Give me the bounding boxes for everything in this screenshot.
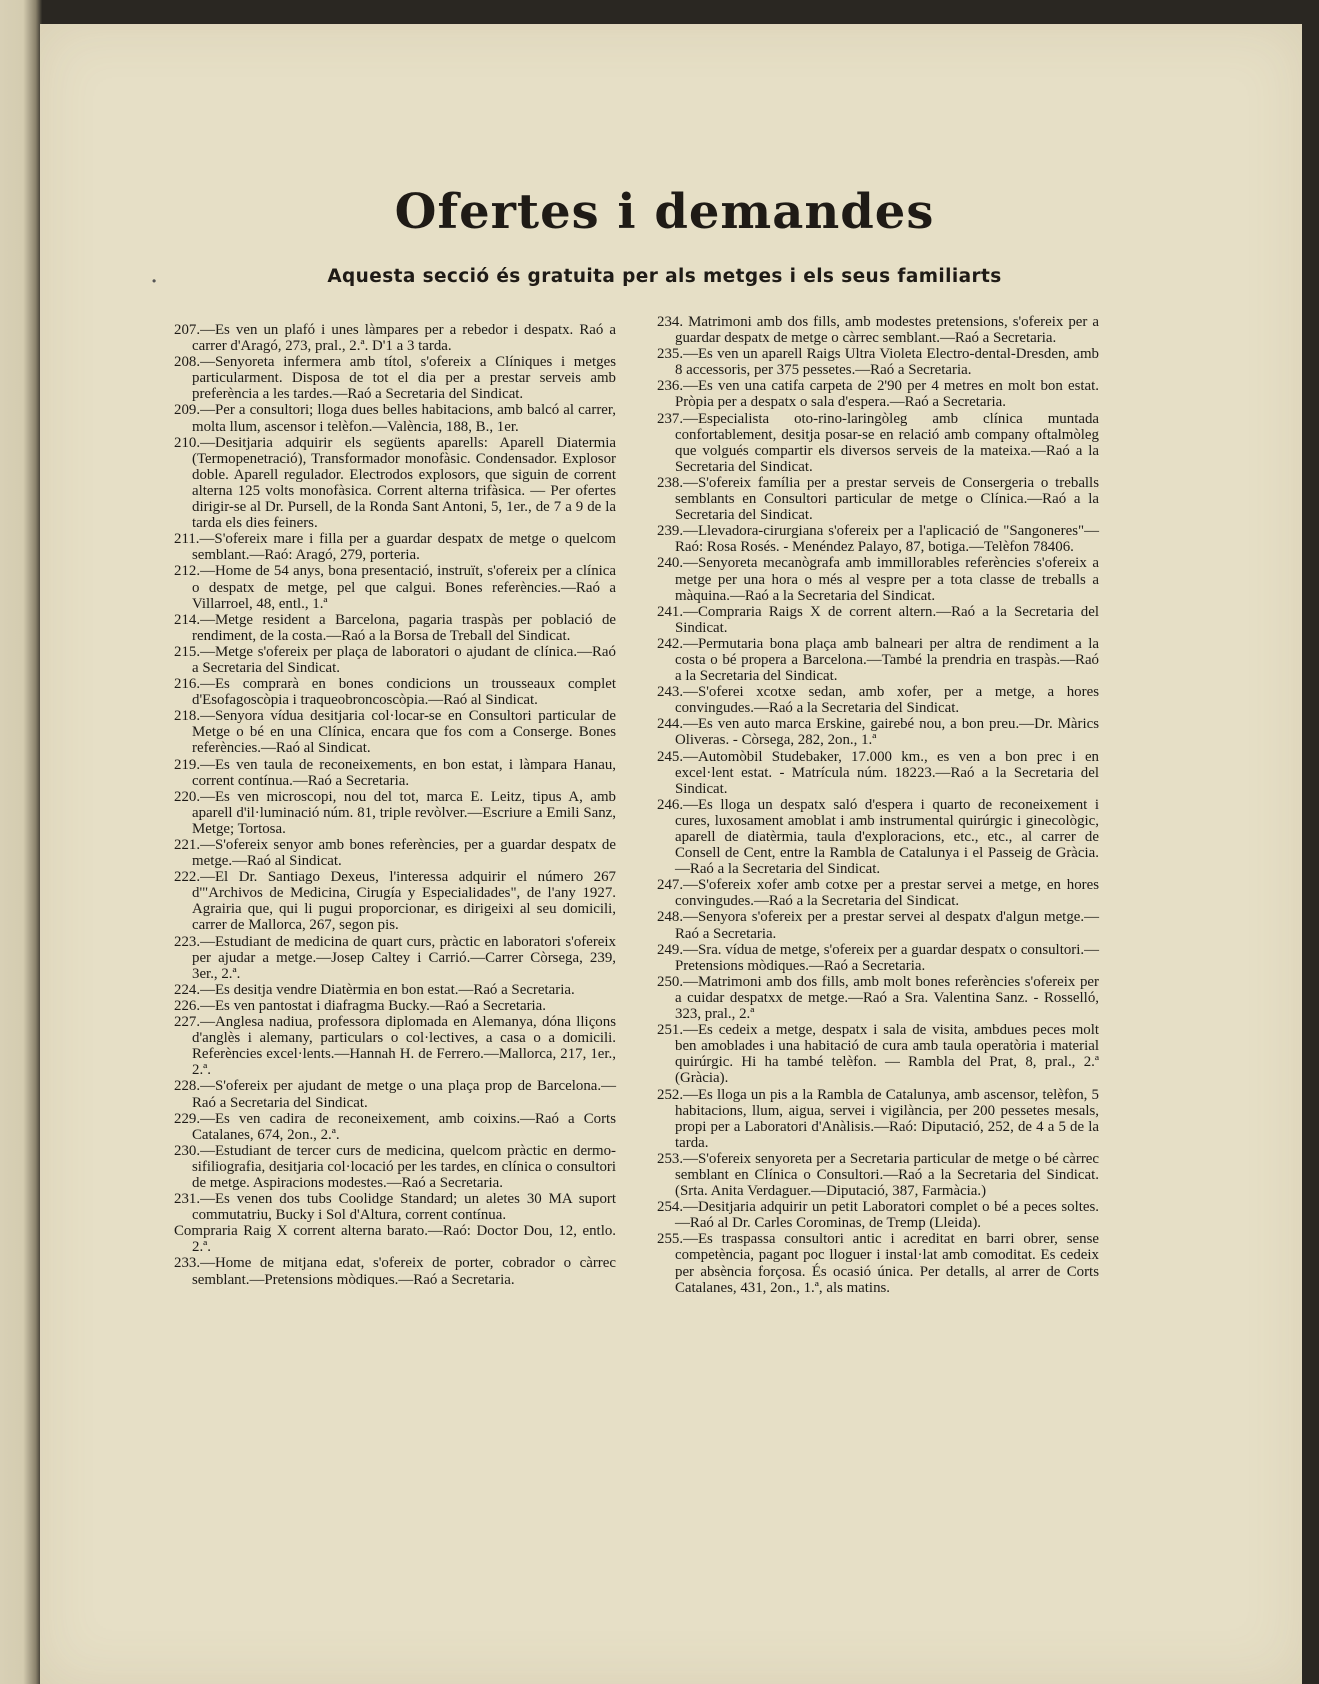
ad-number: 250. bbox=[657, 973, 684, 990]
classified-ad bbox=[174, 1255, 616, 1287]
ad-text: —Per a consultori; lloga dues belles habitacions, amb balcó al carrer, molta llum, ascensor i telèfon.—València, 188, B., 1er. bbox=[192, 402, 616, 435]
ad-text: —Es desitja vendre Diatèrmia en bon estat.—Raó a Secretaria. bbox=[200, 981, 575, 998]
classified-ad bbox=[657, 877, 1099, 909]
ad-number: 209. bbox=[174, 402, 201, 419]
classified-ad bbox=[657, 1199, 1099, 1231]
ad-number: 233. bbox=[174, 1255, 201, 1272]
classified-ad bbox=[174, 837, 616, 869]
ad-number: 246. bbox=[657, 796, 684, 813]
ad-number: 227. bbox=[174, 1014, 201, 1031]
ad-number: 210. bbox=[174, 434, 201, 451]
classified-ad bbox=[174, 1078, 616, 1110]
ad-text: —Especialista oto-rino-laringòleg amb clínica muntada confortablement, desitja posar-se en relació amb company oftalmòleg que volgués compartir els diversos serveis de la mateixa.—Raó a la Secretaria del Sindicat. bbox=[675, 410, 1099, 475]
ad-number: 242. bbox=[657, 635, 684, 652]
classified-ad bbox=[657, 1231, 1099, 1295]
ad-text: —Es ven taula de reconeixements, en bon estat, i làmpara Hanau, corrent contínua.—Raó a Secretaria. bbox=[192, 756, 616, 789]
ad-number: 224. bbox=[174, 981, 201, 998]
ad-text: —Compraria Raigs X de corrent altern.—Raó a la Secretaria del Sindicat. bbox=[675, 603, 1099, 636]
ad-number: 241. bbox=[657, 603, 684, 620]
ad-text: —Es lloga un pis a la Rambla de Catalunya, amb ascensor, telèfon, 5 habitacions, llum, aigua, servei i vigilància, per 200 pessetes mesals, propi per a Laboratori d'Anàlisis.—Raó: Diputació, 252, de 4 a 5 de la tarda. bbox=[675, 1086, 1099, 1151]
ad-text: Compraria Raig X corrent alterna barato.—Raó: Doctor Dou, 12, entlo. 2.ª. bbox=[174, 1223, 616, 1256]
classified-ad bbox=[174, 982, 616, 998]
ad-number: 239. bbox=[657, 523, 684, 540]
ad-text: —Matrimoni amb dos fills, amb molt bones referències s'ofereix per a cuidar despatxx de metge.—Raó a Sra. Valentina Sanz. - Rosselló, 323, pral., 2.ª bbox=[675, 973, 1099, 1023]
classified-ad bbox=[174, 563, 616, 611]
ad-number: 228. bbox=[174, 1078, 201, 1095]
ad-number: 226. bbox=[174, 997, 201, 1014]
page-title: Ofertes i demandes bbox=[394, 184, 935, 240]
classified-ad bbox=[174, 869, 616, 933]
ad-text: —Home de mitjana edat, s'ofereix de porter, cobrador o càrrec semblant.—Pretensions mòdiques.—Raó a Secretaria. bbox=[192, 1255, 616, 1288]
ad-number: 236. bbox=[657, 378, 684, 395]
classified-ad bbox=[657, 346, 1099, 378]
classified-ad bbox=[657, 604, 1099, 636]
ad-number: 251. bbox=[657, 1022, 684, 1039]
ad-number: 245. bbox=[657, 748, 684, 765]
ad-text: —Es ven auto marca Erskine, gairebé nou, a bon preu.—Dr. Màrics Oliveras. - Còrsega, 282, 2on., 1.ª bbox=[675, 716, 1099, 749]
classified-ad bbox=[657, 716, 1099, 748]
ad-text: —S'ofereix xofer amb cotxe per a prestar servei a metge, en hores convingudes.—Raó a la Secretaria del Sindicat. bbox=[675, 877, 1099, 910]
ad-number: 207. bbox=[174, 322, 201, 338]
classified-ad bbox=[174, 322, 616, 354]
classified-ad bbox=[657, 475, 1099, 523]
classified-ad bbox=[657, 749, 1099, 797]
right-column bbox=[657, 314, 1099, 1296]
ad-text: —S'ofereix família per a prestar serveis de Consergeria o treballs semblants en Consultori particular de metge o Clínica.—Raó a la Secretaria del Sindicat. bbox=[675, 474, 1099, 524]
ad-text: —Senyora vídua desitjaria col·locar-se en Consultori particular de Metge o bé en una Clínica, encara que fos com a Conserge. Bones referències.—Raó al Sindicat. bbox=[192, 708, 616, 757]
classified-ad bbox=[174, 1111, 616, 1143]
classified-ad bbox=[174, 402, 616, 434]
ad-number: 223. bbox=[174, 933, 201, 950]
ad-number: 218. bbox=[174, 708, 201, 725]
ad-text: —Automòbil Studebaker, 17.000 km., es ven a bon prec i en excel·lent estat. - Matrícula núm. 18223.—Raó a la Secretaria del Sindicat. bbox=[675, 748, 1099, 797]
classified-ad bbox=[174, 934, 616, 982]
page-subtitle: Aquesta secció és gratuita per als metges i els seus familiarts bbox=[327, 266, 1002, 287]
ad-text: —Es cedeix a metge, despatx i sala de visita, ambdues peces molt ben amoblades i una habitació de cura amb taula operatòria i material quirúrgic. Hi ha també telèfon. — Rambla del Prat, 8, pral., 2.ª (Gràcia). bbox=[675, 1022, 1099, 1087]
ad-text: —Desitjaria adquirir els següents aparells: Aparell Diatermia (Termopenetració), Transformador monofàsic. Condensador. Explosor doble. Aparell regulador. Electrodos explosors, que siguin de corrent alterna 125 volts monofàsica. Corrent alterna trifàsica. — Per ofertes dirigir-se al Dr. Pursell, de la Ronda Sant Antoni, 5, 1er., de 7 a 9 de la tarda els dies feiners. bbox=[192, 434, 616, 532]
ad-number: 252. bbox=[657, 1086, 684, 1103]
ad-text: —Permutaria bona plaça amb balneari per altra de rendiment a la costa o bé propera a Barcelona.—També la prendria en traspàs.—Raó a la Secretaria del Sindicat. bbox=[675, 635, 1099, 685]
ad-text: —Metge s'ofereix per plaça de laboratori o ajudant de clínica.—Raó a Secretaria del Sindicat. bbox=[192, 643, 616, 676]
ad-text: —Metge resident a Barcelona, pagaria traspàs per població de rendiment, de la costa.—Raó a la Borsa de Treball del Sindicat. bbox=[192, 611, 616, 644]
ad-text: —Es ven un plafó i unes làmpares per a rebedor i despatx. Raó a carrer d'Aragó, 273, pral., 2.ª. D'1 a 3 tarda. bbox=[192, 322, 616, 355]
ad-number: 243. bbox=[657, 684, 684, 701]
ad-number: 215. bbox=[174, 643, 201, 660]
ad-number: 208. bbox=[174, 354, 201, 371]
ad-text: —S'ofereix senyoreta per a Secretaria particular de metge o bé càrrec semblant en Clínica o Consultori.—Raó a la Secretaria del Sindicat. (Srta. Anita Verdaguer.—Diputació, 387, Farmàcia.) bbox=[675, 1150, 1099, 1200]
page-sheet bbox=[40, 24, 1302, 1684]
ad-text: —Es ven microscopi, nou del tot, marca E. Leitz, tipus A, amb aparell d'il·luminació núm. 81, triple revòlver.—Escriure a Emili Sanz, Metge; Tortosa. bbox=[192, 788, 616, 837]
classified-ad bbox=[657, 909, 1099, 941]
ad-text: —Es traspassa consultori antic i acreditat en barri obrer, sense competència, pagant poc lloguer i instal·lat amb comoditat. Es cedeix per absència forçosa. És ocasió única. Per detalls, al arrer de Corts Catalanes, 431, 2on., 1.ª, als matins. bbox=[675, 1231, 1099, 1296]
ad-text: —Estudiant de tercer curs de medicina, quelcom pràctic en dermo-sifiliografia, desitjaria col·locació per les tardes, en clínica o consultori de metge. Aspiracions modestes.—Raó a Secretaria. bbox=[192, 1142, 616, 1191]
ad-text: —Es ven pantostat i diafragma Bucky.—Raó a Secretaria. bbox=[200, 997, 547, 1014]
ad-number: 214. bbox=[174, 611, 201, 628]
classified-ad bbox=[174, 708, 616, 756]
classified-ad bbox=[174, 1191, 616, 1223]
ad-text: —Es lloga un despatx saló d'espera i quarto de reconeixement i cures, luxosament amoblat i amb instrumental quirúrgic i ginecològic, aparell de diatèrmia, taula d'exploracions, etc., etc., al carrer de Consell de Cent, entre la Rambla de Catalunya i el Passeig de Gràcia.—Raó a la Secretaria del Sindicat. bbox=[675, 796, 1099, 878]
ad-number: 222. bbox=[174, 869, 201, 886]
classified-ad bbox=[657, 797, 1099, 877]
ad-number: 221. bbox=[174, 837, 201, 853]
ad-text: —Sra. vídua de metge, s'ofereix per a guardar despatx o consultori.—Pretensions mòdiques.—Raó a Secretaria. bbox=[675, 941, 1099, 974]
ad-text: —Llevadora-cirurgiana s'ofereix per a l'aplicació de "Sangoneres"— Raó: Rosa Rosés. - Menéndez Palayo, 87, botiga.—Telèfon 78406. bbox=[675, 523, 1099, 556]
classified-ad bbox=[174, 676, 616, 708]
ad-number: 216. bbox=[174, 676, 201, 693]
previous-page-edge bbox=[0, 0, 42, 1684]
classified-ad bbox=[174, 998, 616, 1014]
ad-number: 219. bbox=[174, 756, 201, 773]
ad-text: —Senyora s'ofereix per a prestar servei al despatx d'algun metge.—Raó a Secretaria. bbox=[675, 909, 1099, 942]
ad-text: —El Dr. Santiago Dexeus, l'interessa adquirir el número 267 d'"Archivos de Medicina, Cirugía y Especialidades", de l'any 1927. Agrairia que, qui li pugui proporcionar, es dirigeixi al seu domicili, carrer de Mallorca, 267, segon pis. bbox=[192, 869, 616, 934]
ad-text: —Es comprarà en bones condicions un trousseaux complet d'Esofagoscòpia i traqueobroncoscòpia.—Raó al Sindicat. bbox=[192, 676, 616, 709]
classified-ad bbox=[657, 684, 1099, 716]
classified-ad bbox=[657, 378, 1099, 410]
ad-text: —Es ven una catifa carpeta de 2'90 per 4 metres en molt bon estat. Pròpia per a despatx o sala d'espera.—Raó a Secretaria. bbox=[675, 378, 1099, 411]
ad-number: 240. bbox=[657, 555, 684, 572]
ad-text: —Home de 54 anys, bona presentació, instruït, s'ofereix per a clínica o despatx de metge, pel que calgui. Bones referències.—Raó a Villarroel, 48, entl., 1.ª bbox=[192, 563, 616, 612]
ad-text: —Senyoreta mecanògrafa amb immillorables referències s'ofereix a metge per una hora o més al vespre per a tota classe de treballs a màquina.—Raó a la Secretaria del Sindicat. bbox=[675, 555, 1099, 604]
ad-text: —S'oferei xcotxe sedan, amb xofer, per a metge, a hores convingudes.—Raó a la Secretaria del Sindicat. bbox=[675, 684, 1099, 717]
classified-ad bbox=[657, 555, 1099, 603]
ad-number: 212. bbox=[174, 563, 201, 580]
classified-ad bbox=[174, 1223, 616, 1255]
classified-ad bbox=[657, 974, 1099, 1022]
ad-number: 220. bbox=[174, 788, 201, 805]
classified-ad bbox=[657, 942, 1099, 974]
classified-ad bbox=[174, 757, 616, 789]
classified-ad bbox=[174, 644, 616, 676]
ad-text: —S'ofereix per ajudant de metge o una plaça prop de Barcelona.—Raó a Secretaria del Sindicat. bbox=[192, 1078, 616, 1111]
ad-number: 248. bbox=[657, 909, 684, 926]
classified-ad bbox=[657, 523, 1099, 555]
ad-number: 253. bbox=[657, 1150, 684, 1167]
ad-text: —Es ven un aparell Raigs Ultra Violeta Electro-dental-Dresden, amb 8 accessoris, per 375 pessetes.—Raó a Secretaria. bbox=[675, 346, 1099, 379]
classified-ad bbox=[174, 789, 616, 837]
classified-ad bbox=[657, 1022, 1099, 1086]
ad-number: 229. bbox=[174, 1110, 201, 1127]
classified-ad bbox=[657, 1151, 1099, 1199]
classified-ad bbox=[657, 636, 1099, 684]
ad-number: 211. bbox=[174, 531, 200, 548]
ad-number: 235. bbox=[657, 346, 684, 363]
ad-text: —Es ven cadira de reconeixement, amb coixins.—Raó a Corts Catalanes, 674, 2on., 2.ª. bbox=[192, 1110, 616, 1143]
ad-text: —Desitjaria adquirir un petit Laboratori complet o bé a peces soltes.—Raó al Dr. Carles Corominas, de Tremp (Lleida). bbox=[675, 1199, 1099, 1232]
classified-ad bbox=[174, 612, 616, 644]
ad-number: 238. bbox=[657, 474, 684, 491]
ad-text: —S'ofereix mare i filla per a guardar despatx de metge o quelcom semblant.—Raó: Aragó, 279, porteria. bbox=[192, 531, 616, 564]
classified-ad bbox=[174, 1143, 616, 1191]
ad-text: —Es venen dos tubs Coolidge Standard; un aletes 30 MA suport commutatriu, Bucky i Sol d'Altura, corrent contínua. bbox=[192, 1191, 616, 1224]
ad-text: —Estudiant de medicina de quart curs, pràctic en laboratori s'ofereix per ajudar a metge.—Josep Caltey i Carrió.—Carrer Còrsega, 239, 3er., 2.ª. bbox=[192, 933, 616, 982]
ad-text: —Senyoreta infermera amb títol, s'ofereix a Clíniques i metges particularment. Disposa de tot el dia per a prestar serveis amb preferència a les tardes.—Raó a Secretaria del Sindicat. bbox=[192, 354, 616, 403]
classified-ad bbox=[174, 531, 616, 563]
classified-ad bbox=[657, 314, 1099, 346]
ad-number: 231. bbox=[174, 1191, 201, 1208]
classified-ad bbox=[174, 354, 616, 402]
classified-ad bbox=[174, 1014, 616, 1078]
ad-number: 247. bbox=[657, 877, 684, 894]
ad-text: Matrimoni amb dos fills, amb modestes pretensions, s'ofereix per a guardar despatx de metge o càrrec semblant.—Raó a Secretaria. bbox=[675, 314, 1099, 347]
classified-ad bbox=[657, 411, 1099, 475]
classified-ad bbox=[657, 1087, 1099, 1151]
ad-number: 244. bbox=[657, 716, 684, 733]
ad-number: 255. bbox=[657, 1231, 684, 1248]
bullet-mark: • bbox=[152, 274, 157, 288]
left-column bbox=[174, 322, 616, 1288]
ad-number: 249. bbox=[657, 941, 684, 958]
ad-number: 234. bbox=[657, 314, 684, 330]
ad-number: 254. bbox=[657, 1199, 684, 1216]
ad-text: —Anglesa nadiua, professora diplomada en Alemanya, dóna lliçons d'anglès i alemany, particulars o col·lectives, a casa o a domicili. Referències excel·lents.—Hannah H. de Ferrero.—Mallorca, 217, 1er., 2.ª. bbox=[192, 1014, 616, 1079]
ad-number: 230. bbox=[174, 1142, 201, 1159]
classified-ad bbox=[174, 435, 616, 532]
ad-number: 237. bbox=[657, 410, 684, 427]
ad-text: —S'ofereix senyor amb bones referències, per a guardar despatx de metge.—Raó al Sindicat. bbox=[192, 837, 616, 870]
